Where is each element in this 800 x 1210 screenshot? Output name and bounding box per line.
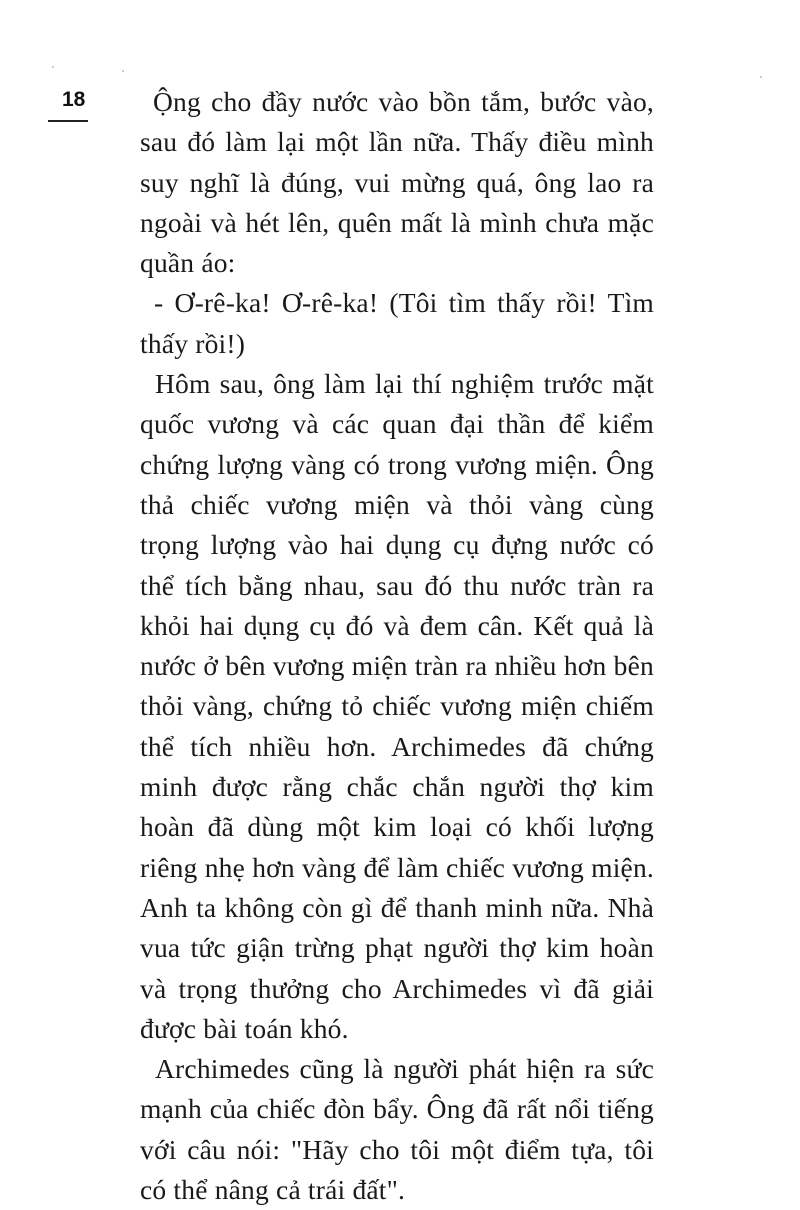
paragraph-crown-experiment: Hôm sau, ông làm lại thí nghiệm trước mặt quốc vương và các quan đại thần để kiểm chứng lượng vàng có trong vương miện. Ông thả chiếc vương miện và thỏi vàng cùng trọng lượng vào hai dụng cụ đựng nước có thể tích bằng nhau, sau đó thu nước tràn ra khỏi hai dụng cụ đó và đem cân. Kết quả là nước ở bên vương miện tràn ra nhiều hơn bên thỏi vàng, chứng tỏ chiếc vương miện chiếm thể tích nhiều hơn. Archimedes đã chứng minh được rằng chắc chắn người thợ kim hoàn đã dùng một kim loại có khối lượng riêng nhẹ hơn vàng để làm chiếc vương miện. Anh ta không còn gì để thanh minh nữa. Nhà vua tức giận trừng phạt người thợ kim hoàn và trọng thưởng cho Archimedes vì đã giải được bài toán khó.	[140, 368, 654, 1044]
paragraph-eureka-exclamation: - Ơ-rê-ka! Ơ-rê-ka! (Tôi tìm thấy rồi! Tìm thấy rồi!)	[140, 287, 654, 359]
page-number-rule	[48, 120, 88, 122]
paragraph-bath-eureka: Ộng cho đầy nước vào bồn tắm, bước vào, sau đó làm lại một lần nữa. Thấy điều mình suy nghĩ là đúng, vui mừng quá, ông lao ra ngoài và hét lên, quên mất là mình chưa mặc quần áo:	[140, 86, 654, 279]
scan-speck	[760, 76, 762, 78]
paragraph-lever-quote: Archimedes cũng là người phát hiện ra sức mạnh của chiếc đòn bẩy. Ông đã rất nổi tiếng với câu nói: "Hãy cho tôi một điểm tựa, tôi có thể nâng cả trái đất".	[140, 1053, 654, 1206]
scan-speck	[52, 66, 54, 68]
scan-speck	[122, 70, 124, 72]
page-number: 18	[62, 88, 86, 111]
body-text	[140, 82, 654, 1210]
